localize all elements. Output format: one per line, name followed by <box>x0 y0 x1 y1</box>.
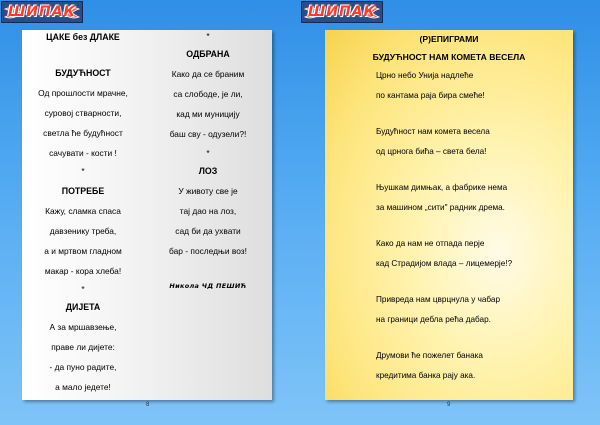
verse-line: сад би да ухвати <box>175 226 241 236</box>
verse-line: Друмови ће пожелет банака <box>376 351 483 360</box>
poem-title: БУДУЋНОСТ <box>55 68 111 78</box>
verse-line: Њушкам димњак, а фабрике нема <box>376 183 508 192</box>
section-heading: ЦАКЕ без ДЛАКЕ <box>46 32 120 42</box>
verse-line: од црнога бића – света бела! <box>376 147 487 156</box>
verse-line: Како да се браним <box>171 69 245 79</box>
verse-line: бар - последњи воз! <box>169 246 247 256</box>
verse-line: праве ли дијете: <box>51 342 115 352</box>
author-signature: Никола ЧД ПЕШИЋ <box>169 282 247 290</box>
separator: * <box>206 31 210 41</box>
verse-line: баш сву - одузели?! <box>169 129 247 139</box>
verse-line: - да пуно радите, <box>49 362 117 372</box>
verse-line: за машином „сити" радник дрема. <box>376 203 505 212</box>
verse-line: макар - кора хлеба! <box>44 266 122 276</box>
verse-line: а и мртвом гладном <box>44 246 122 256</box>
page-number: 8 <box>146 402 150 408</box>
verse-line: давзенику треба, <box>49 226 117 236</box>
page-title: (Р)ЕПИГРАМИ <box>419 34 479 44</box>
poem-title: ДИЈЕТА <box>65 302 101 312</box>
poem-title: ПОТРЕБЕ <box>61 186 105 196</box>
logo-text: ШИПАК <box>307 4 376 20</box>
verse-line: У животу све је <box>178 186 238 196</box>
verse-line: Привреда нам цврцнула у чабар <box>376 295 500 304</box>
separator: * <box>81 284 85 294</box>
verse-line: А за мршавзење, <box>49 322 117 332</box>
page-number: 9 <box>447 402 451 408</box>
verse-line: са слободе, је ли, <box>173 89 243 99</box>
verse-line: светла ће будућност <box>43 128 123 138</box>
logo-text: ШИПАК <box>7 4 76 20</box>
poem-title: ЛОЗ <box>198 166 218 176</box>
logo-right <box>301 1 383 23</box>
verse-line: кредитима банка рају ака. <box>376 371 476 380</box>
verse-line: а мало једете! <box>55 382 111 392</box>
verse-line: по кантама раја бира смеће! <box>376 91 485 100</box>
verse-line: суровој стварности, <box>44 108 122 118</box>
verse-line: Како да нам не отпада перје <box>376 239 485 248</box>
verse-line: тај дао на лоз, <box>179 206 237 216</box>
verse-line: Будућност нам комета весела <box>376 127 490 136</box>
logo-left <box>1 1 83 23</box>
verse-line: Од прошлости мрачне, <box>38 88 128 98</box>
verse-line: сачувати - кости ! <box>49 148 117 158</box>
separator: * <box>206 148 210 158</box>
verse-line: на граници дебла рећа дабар. <box>376 315 491 324</box>
separator: * <box>81 166 85 176</box>
left-page <box>22 30 272 400</box>
verse-line: кад ми муницију <box>176 109 240 119</box>
verse-line: кад Страдијом влада – лицемерје!? <box>376 259 513 268</box>
verse-line: Црно небо Унија надлеће <box>376 71 474 80</box>
right-page <box>325 30 573 400</box>
page-subtitle: БУДУЋНОСТ НАМ КОМЕТА ВЕСЕЛА <box>372 52 526 62</box>
poem-title: ОДБРАНА <box>186 49 230 59</box>
verse-line: Кажу, сламка спаса <box>45 206 121 216</box>
